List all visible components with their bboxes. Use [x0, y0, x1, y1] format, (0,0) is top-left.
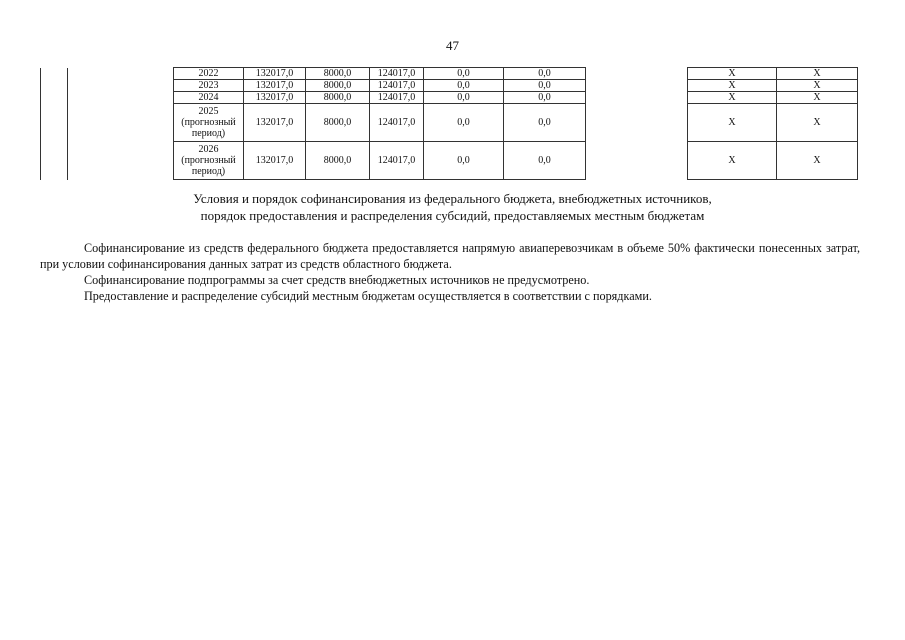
table-row [41, 104, 858, 142]
x-cell: Х [777, 142, 858, 180]
total-cell: 132017,0 [244, 80, 306, 92]
local-cell: 0,0 [424, 104, 504, 142]
table-row [41, 68, 858, 80]
x-cell: Х [688, 142, 777, 180]
extrabudgetary-cell: 0,0 [504, 80, 586, 92]
x-cell: Х [688, 92, 777, 104]
table-row [41, 80, 858, 92]
x-cell: Х [688, 80, 777, 92]
empty-cell [68, 80, 174, 92]
regional-cell: 124017,0 [370, 92, 424, 104]
federal-cell: 8000,0 [306, 104, 370, 142]
extrabudgetary-cell: 0,0 [504, 68, 586, 80]
x-cell: Х [688, 104, 777, 142]
total-cell: 132017,0 [244, 92, 306, 104]
x-cell: Х [777, 80, 858, 92]
x-cell: Х [777, 104, 858, 142]
year-cell: 2026 (прогнозный период) [174, 142, 244, 180]
empty-cell [41, 104, 68, 142]
empty-cell [41, 142, 68, 180]
total-cell: 132017,0 [244, 142, 306, 180]
empty-cell [41, 92, 68, 104]
federal-cell: 8000,0 [306, 68, 370, 80]
federal-cell: 8000,0 [306, 80, 370, 92]
regional-cell: 124017,0 [370, 104, 424, 142]
paragraph-federal-cofinancing: Софинансирование из средств федерального бюджета предоставляется напрямую авиаперевозчикам в объеме 50% фактически понесенных затрат, при условии софинансирования данных затрат из средств областного бюджета. [40, 241, 860, 271]
extrabudgetary-cell: 0,0 [504, 142, 586, 180]
page-number: 47 [446, 38, 459, 53]
total-cell: 132017,0 [244, 104, 306, 142]
regional-cell: 124017,0 [370, 68, 424, 80]
section-title-line-1: Условия и порядок софинансирования из федерального бюджета, внебюджетных источников, [193, 191, 712, 206]
local-cell: 0,0 [424, 68, 504, 80]
table-row [41, 142, 858, 180]
x-cell: Х [777, 92, 858, 104]
federal-cell: 8000,0 [306, 142, 370, 180]
year-cell: 2023 [174, 80, 244, 92]
empty-cell [586, 92, 688, 104]
x-cell: Х [777, 68, 858, 80]
extrabudgetary-cell: 0,0 [504, 92, 586, 104]
local-cell: 0,0 [424, 80, 504, 92]
section-title [0, 190, 905, 224]
federal-cell: 8000,0 [306, 92, 370, 104]
empty-cell [41, 68, 68, 80]
year-cell: 2024 [174, 92, 244, 104]
regional-cell: 124017,0 [370, 142, 424, 180]
total-cell: 132017,0 [244, 68, 306, 80]
year-cell: 2025 (прогнозный период) [174, 104, 244, 142]
empty-cell [68, 68, 174, 80]
x-cell: Х [688, 68, 777, 80]
section-title-line-2: порядок предоставления и распределения субсидий, предоставляемых местным бюджетам [200, 208, 705, 223]
paragraph-subsidies: Предоставление и распределение субсидий местным бюджетам осуществляется в соответствии с порядками. [84, 289, 652, 303]
regional-cell: 124017,0 [370, 80, 424, 92]
local-cell: 0,0 [424, 92, 504, 104]
year-cell: 2022 [174, 68, 244, 80]
empty-cell [41, 80, 68, 92]
paragraph-extrabudgetary: Софинансирование подпрограммы за счет средств внебюджетных источников не предусмотрено. [84, 273, 590, 287]
empty-cell [586, 80, 688, 92]
empty-cell [586, 142, 688, 180]
extrabudgetary-cell: 0,0 [504, 104, 586, 142]
empty-cell [586, 104, 688, 142]
local-cell: 0,0 [424, 142, 504, 180]
empty-cell [68, 104, 174, 142]
empty-cell [68, 92, 174, 104]
table-row [41, 92, 858, 104]
empty-cell [68, 142, 174, 180]
financing-table [40, 67, 858, 180]
empty-cell [586, 68, 688, 80]
